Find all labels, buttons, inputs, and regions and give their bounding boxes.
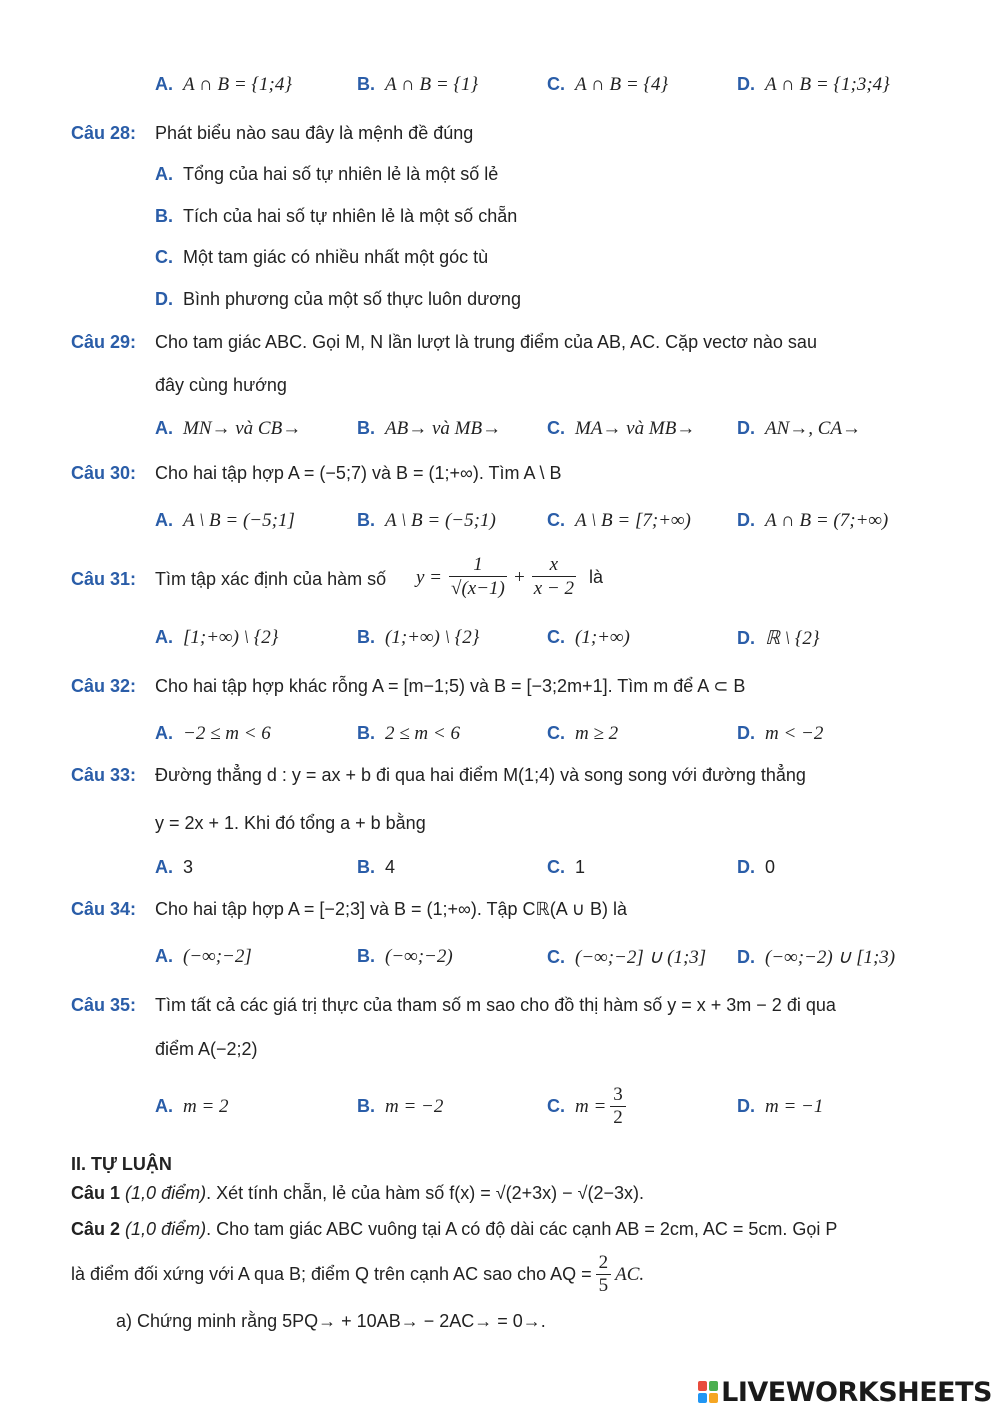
q29-number: Câu 29: — [71, 332, 137, 352]
q35-option-d[interactable]: D. m = −1 — [737, 1096, 824, 1117]
logo-text: LIVEWORKSHEETS — [721, 1376, 992, 1408]
q28-number: Câu 28: — [71, 123, 137, 143]
q32-option-d[interactable]: D. m < −2 — [737, 723, 824, 744]
q27-option-a[interactable]: A. A ∩ B = {1;4} — [155, 74, 292, 95]
q32-option-c[interactable]: C. m ≥ 2 — [547, 723, 619, 744]
q29-option-b[interactable]: B. AB→ và MB→ — [357, 418, 502, 439]
q31-option-a[interactable]: A. [1;+∞) \ {2} — [155, 627, 279, 648]
q30-option-b[interactable]: B. A \ B = (−5;1) — [357, 510, 496, 531]
q35-stem-line1: Tìm tất cả các giá trị thực của tham số m sao cho đồ thị hàm số y = x + 3m − 2 đi qua — [155, 995, 836, 1015]
q29-option-c[interactable]: C. MA→ và MB→ — [547, 418, 696, 439]
q31-fraction-2: $\frac{x}{x - 2}$ — [533, 554, 574, 599]
essay-question-2-line2: là điểm đối xứng với A qua B; điểm Q trên cạnh AC sao cho AQ = $\frac{2}{5}$ AC. — [71, 1252, 645, 1296]
q31-option-b[interactable]: B. (1;+∞) \ {2} — [357, 627, 480, 648]
q29-option-a[interactable]: A. MN→ và CB→ — [155, 418, 302, 439]
essay-question-2-line1: Câu 2 (1,0 điểm). Cho tam giác ABC vuông tại A có độ dài các cạnh AB = 2cm, AC = 5cm. Gọi P — [71, 1219, 838, 1239]
q31-stem: Tìm tập xác định của hàm số — [155, 569, 387, 589]
essay-question-2a: a) Chứng minh rằng 5PQ→ + 10AB→ − 2AC→ = 0→. — [116, 1311, 546, 1331]
q33-option-d[interactable]: D. 0 — [737, 857, 776, 877]
q30-option-c[interactable]: C. A \ B = [7;+∞) — [547, 510, 691, 531]
q35-number: Câu 35: — [71, 995, 137, 1015]
q33-stem-line1: Đường thẳng d : y = ax + b đi qua hai điểm M(1;4) và song song với đường thẳng — [155, 765, 806, 785]
q35-stem-line2: điểm A(−2;2) — [155, 1039, 258, 1059]
logo-tile — [709, 1381, 718, 1391]
q32-number: Câu 32: — [71, 676, 137, 696]
q34-number: Câu 34: — [71, 899, 137, 919]
q31-option-d[interactable]: D. ℝ \ {2} — [737, 628, 820, 649]
q28-option-c[interactable]: C. Một tam giác có nhiều nhất một góc tù — [155, 247, 489, 267]
q28-option-b[interactable]: B. Tích của hai số tự nhiên lẻ là một số chẵn — [155, 206, 518, 226]
essay-question-1: Câu 1 (1,0 điểm). Xét tính chẵn, lẻ của hàm số f(x) = √(2+3x) − √(2−3x). — [71, 1183, 645, 1203]
essay-heading: II. TỰ LUẬN — [71, 1154, 172, 1174]
q29-stem-line1: Cho tam giác ABC. Gọi M, N lần lượt là trung điểm của AB, AC. Cặp vectơ nào sau — [155, 332, 817, 352]
essay-q2-fraction: $\frac{2}{5}$ — [596, 1252, 612, 1297]
logo-tile — [698, 1381, 707, 1391]
q35-option-b[interactable]: B. m = −2 — [357, 1096, 444, 1117]
q33-stem-line2: y = 2x + 1. Khi đó tổng a + b bằng — [155, 813, 426, 833]
q30-number: Câu 30: — [71, 463, 137, 483]
logo-tile — [709, 1393, 718, 1403]
q28-stem: Phát biểu nào sau đây là mệnh đề đúng — [155, 123, 474, 143]
q30-option-a[interactable]: A. A \ B = (−5;1] — [155, 510, 295, 531]
q35-c-fraction: $\frac{3}{2}$ — [610, 1084, 626, 1129]
q29-stem-line2: đây cùng hướng — [155, 375, 287, 395]
liveworksheets-logo[interactable] — [698, 1377, 992, 1407]
q34-option-b[interactable]: B. (−∞;−2) — [357, 946, 453, 967]
q34-option-c[interactable]: C. (−∞;−2] ∪ (1;3] — [547, 947, 707, 968]
q35-option-c[interactable]: C. m = $\frac{3}{2}$ — [547, 1084, 626, 1129]
q28-option-d[interactable]: D. Bình phương của một số thực luôn dương — [155, 289, 521, 309]
liveworksheets-logo-icon — [698, 1381, 718, 1403]
q33-number: Câu 33: — [71, 765, 137, 785]
logo-tile — [698, 1393, 707, 1403]
q35-option-a[interactable]: A. m = 2 — [155, 1096, 229, 1117]
q30-stem: Cho hai tập hợp A = (−5;7) và B = (1;+∞). Tìm A \ B — [155, 463, 562, 483]
q34-stem: Cho hai tập hợp A = [−2;3] và B = (1;+∞). Tập Cℝ(A ∪ B) là — [155, 899, 627, 919]
q34-option-a[interactable]: A. (−∞;−2] — [155, 946, 252, 967]
q32-option-a[interactable]: A. −2 ≤ m < 6 — [155, 723, 271, 744]
q33-option-c[interactable]: C. 1 — [547, 857, 586, 877]
q32-option-b[interactable]: B. 2 ≤ m < 6 — [357, 723, 460, 744]
q28-option-a[interactable]: A. Tổng của hai số tự nhiên lẻ là một số lẻ — [155, 164, 499, 184]
q32-stem: Cho hai tập hợp khác rỗng A = [m−1;5) và B = [−3;2m+1]. Tìm m để A ⊂ B — [155, 676, 746, 696]
q31-option-c[interactable]: C. (1;+∞) — [547, 627, 630, 648]
q31-number: Câu 31: — [71, 569, 137, 589]
q34-option-d[interactable]: D. (−∞;−2) ∪ [1;3) — [737, 947, 896, 968]
q30-option-d[interactable]: D. A ∩ B = (7;+∞) — [737, 510, 889, 531]
q27-option-c[interactable]: C. A ∩ B = {4} — [547, 74, 669, 95]
q27-option-b[interactable]: B. A ∩ B = {1} — [357, 74, 479, 95]
q33-option-a[interactable]: A. 3 — [155, 857, 194, 877]
q31-fraction-1: $\frac{1}{√(x-1)}$ — [451, 554, 505, 599]
q27-option-d[interactable]: D. A ∩ B = {1;3;4} — [737, 74, 890, 95]
q29-option-d[interactable]: D. AN→, CA→ — [737, 418, 862, 439]
q31-formula: y = $\frac{1}{√(x-1)}$ + $\frac{x}{x - 2}$ là — [416, 554, 603, 599]
q33-option-b[interactable]: B. 4 — [357, 857, 396, 877]
